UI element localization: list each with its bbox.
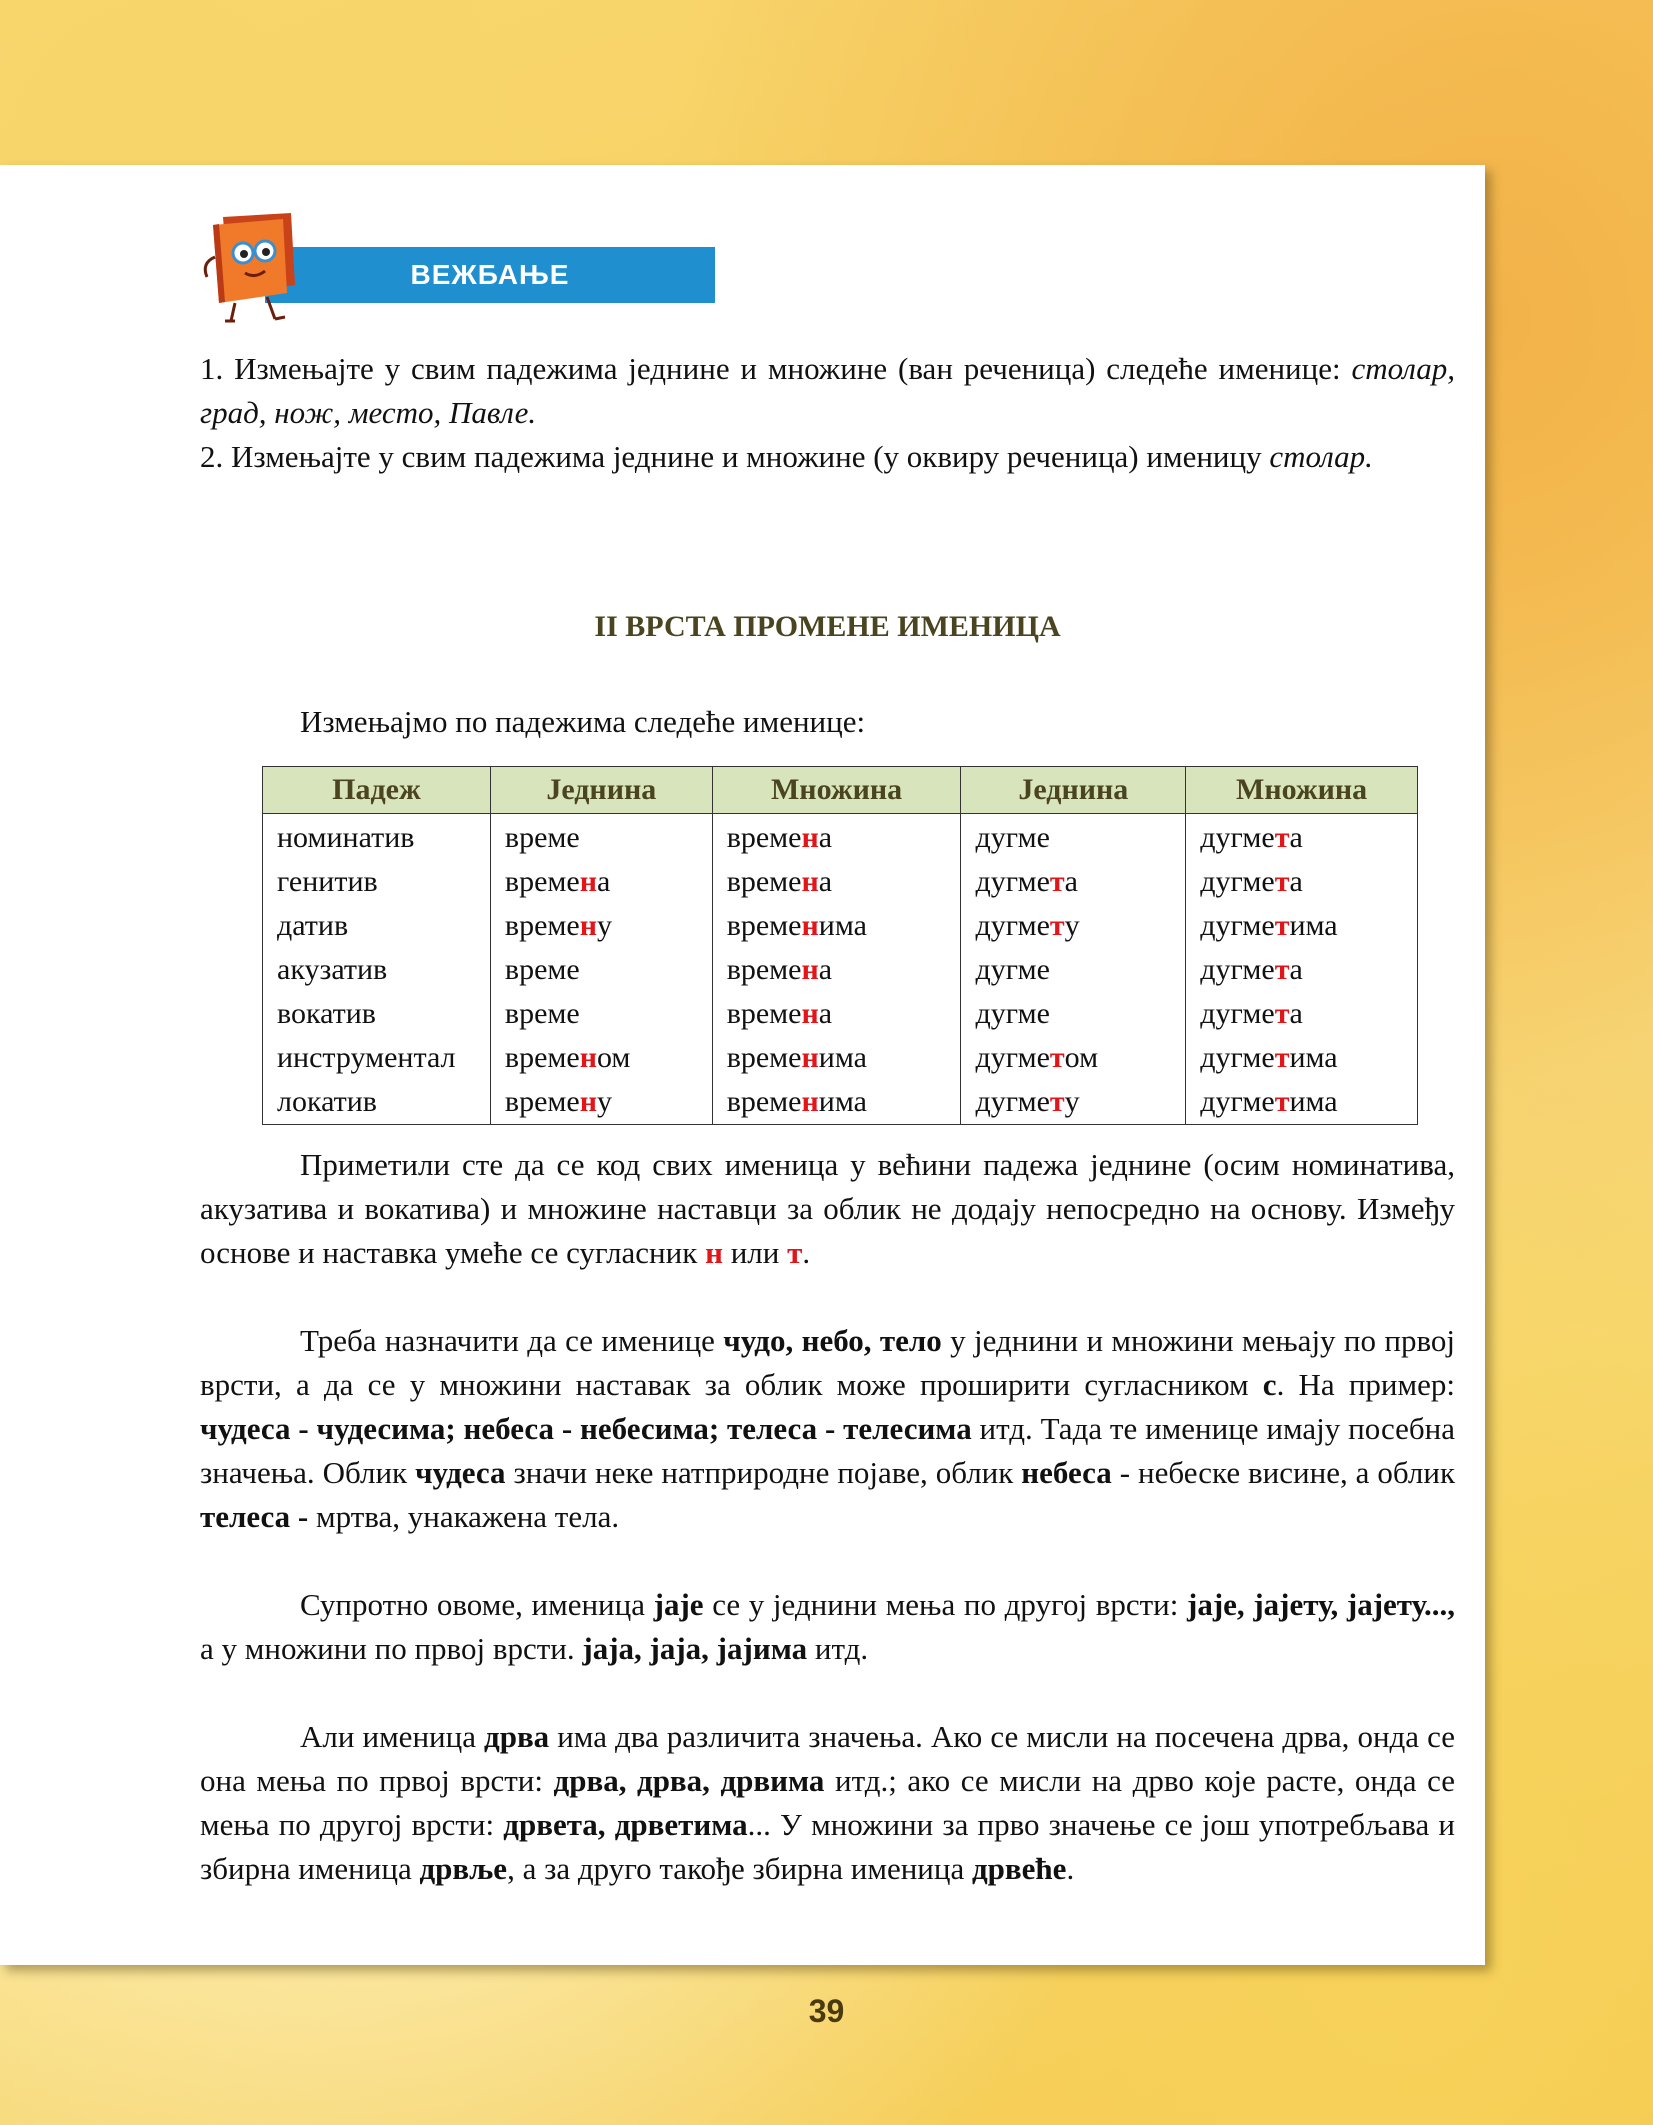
table-cell: времена (712, 992, 961, 1036)
page-number: 39 (808, 1993, 845, 2029)
col-header-singular-1: Једнина (490, 767, 712, 814)
table-cell: дугметима (1186, 1036, 1418, 1080)
table-cell: временом (490, 1036, 712, 1080)
declension-table (262, 766, 1418, 1125)
table-cell: времену (490, 1080, 712, 1125)
table-cell: генитив (263, 860, 491, 904)
table-cell: дугметом (961, 1036, 1186, 1080)
paragraph-3: Супротно овоме, именица јаје се у једнини мења по другој врсти: јаје, јајету, јајету..., а у множини по првој врсти. јаја, јаја, јајима итд. (200, 1587, 1455, 1666)
exercise-banner (195, 207, 725, 325)
table-cell: дугме (961, 992, 1186, 1036)
table-row (263, 1080, 1418, 1125)
body-text (200, 1143, 1455, 1891)
table-cell: временима (712, 1080, 961, 1125)
table-cell: време (490, 992, 712, 1036)
table-cell: дугмета (1186, 992, 1418, 1036)
exercise-item-1: 1. Измењајте у свим падежима једнине и множине (ван реченица) следеће именице: столар, град, нож, место, Павле. (200, 351, 1455, 430)
table-row (263, 860, 1418, 904)
col-header-plural-2: Множина (1186, 767, 1418, 814)
table-cell: време (490, 814, 712, 861)
exercise-item-2: 2. Измењајте у свим падежима једнине и множине (у оквиру реченица) именицу столар. (200, 439, 1373, 474)
col-header-case: Падеж (263, 767, 491, 814)
table-cell: дугметима (1186, 904, 1418, 948)
paragraph-2: Треба назначити да се именице чудо, небо, тело у једнини и множини мењају по првој врсти, а да се у множини наставак за облик може проширити сугласником с. На пример: чудеса - чудесима; небеса - небесима; телеса - телесима итд. Тада те именице имају посебна значења. Облик чудеса значи неке натприродне појаве, облик небеса - небеске висине, а облик телеса - мртва, унакажена тела. (200, 1323, 1456, 1534)
table-cell: дугмету (961, 904, 1186, 948)
table-cell: дугме (961, 948, 1186, 992)
table-cell: дугмета (1186, 860, 1418, 904)
table-cell: дугмета (961, 860, 1186, 904)
table-cell: времена (712, 948, 961, 992)
table-cell: вокатив (263, 992, 491, 1036)
col-header-plural-1: Множина (712, 767, 961, 814)
intro-text: Измењајмо по падежима следеће именице: (300, 704, 866, 739)
table-row (263, 1036, 1418, 1080)
table-cell: времена (712, 814, 961, 861)
table-row (263, 948, 1418, 992)
col-header-singular-2: Једнина (961, 767, 1186, 814)
table-cell: дугмета (1186, 814, 1418, 861)
section-heading: II ВРСТА ПРОМЕНЕ ИМЕНИЦА (594, 610, 1061, 643)
table-cell: временима (712, 904, 961, 948)
table-cell: времена (490, 860, 712, 904)
book-mascot-icon (195, 207, 310, 325)
table-cell: временима (712, 1036, 961, 1080)
table-cell: номинатив (263, 814, 491, 861)
table-cell: дугме (961, 814, 1186, 861)
table-cell: времену (490, 904, 712, 948)
table-cell: време (490, 948, 712, 992)
table-row (263, 904, 1418, 948)
table-cell: акузатив (263, 948, 491, 992)
table-row (263, 814, 1418, 861)
paragraph-4: Али именица дрва има два различита значења. Ако се мисли на посечена дрва, онда се она мења по првој врсти: дрва, дрва, дрвима итд.; ако се мисли на дрво које расте, онда се мења по другој врсти: дрвета, дрветима... У множини за прво значење се још употребљава и збирна именица дрвље, а за друго такође збирна именица дрвеће. (200, 1719, 1455, 1886)
table-cell: дугметима (1186, 1080, 1418, 1125)
exercise-list (200, 347, 1455, 479)
table-cell: дугмета (1186, 948, 1418, 992)
paragraph-1: Приметили сте да се код свих именица у већини падежа једнине (осим номинатива, акузатива и вокатива) и множине наставци за облик не додају непосредно на основу. Између основе и наставка умеће се сугласник н или т. (200, 1147, 1455, 1270)
table-cell: датив (263, 904, 491, 948)
table-row (263, 992, 1418, 1036)
table-cell: дугмету (961, 1080, 1186, 1125)
table-header-row (263, 767, 1418, 814)
banner-title: ВЕЖБАЊЕ (410, 259, 570, 290)
table-cell: времена (712, 860, 961, 904)
table-cell: инструментал (263, 1036, 491, 1080)
table-cell: локатив (263, 1080, 491, 1125)
